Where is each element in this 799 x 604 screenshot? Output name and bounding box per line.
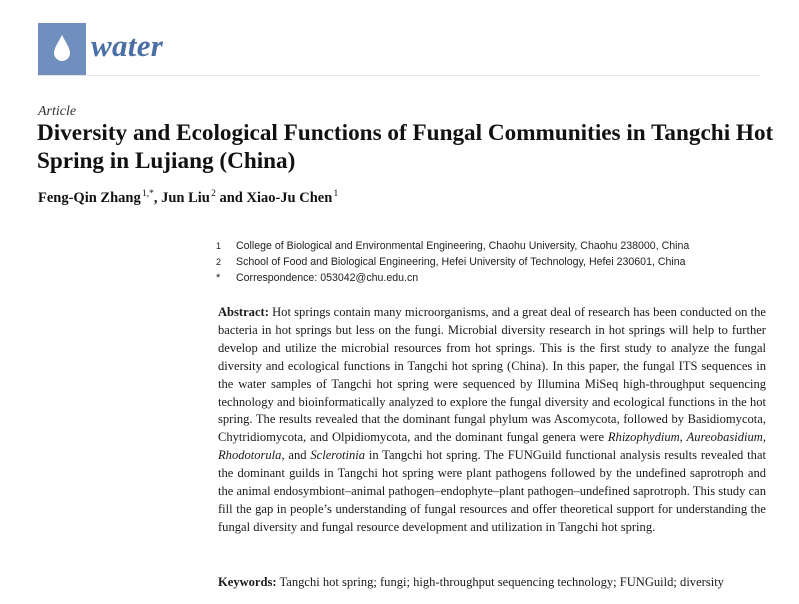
abstract-label: Abstract: <box>218 305 269 319</box>
genus-name: Rhizophydium <box>607 430 680 445</box>
author-name: Xiao-Ju Chen <box>246 190 333 206</box>
article-type-label: Article <box>38 104 77 119</box>
affiliation-item <box>216 238 776 254</box>
water-drop-icon <box>51 33 73 63</box>
keywords-label: Keywords: <box>218 575 277 589</box>
correspondence-mark: * <box>216 272 221 284</box>
author-affil-sup: 1,* <box>141 189 154 199</box>
abstract-separator: , <box>679 430 687 445</box>
keywords-text: Tangchi hot spring; fungi; high-throughput sequencing technology; FUNGuild; diversity <box>279 575 724 589</box>
author-affil-sup: 2 <box>211 189 216 199</box>
author-name: Jun Liu <box>161 190 210 206</box>
affiliation-mark: 1 <box>216 241 222 251</box>
abstract-separator: , <box>762 430 766 445</box>
keywords <box>218 575 778 590</box>
journal-logo-block <box>38 23 86 75</box>
abstract <box>218 304 766 537</box>
genus-name: Aureobasidium <box>686 430 763 445</box>
journal-name: water <box>91 28 164 63</box>
abstract-text: in Tangchi hot spring. The FUNGuild functional analysis results revealed that the dominant guilds in Tangchi hot spring were plant pathogens followed by the undefined saprotroph and the animal endosymbiont–animal pathogen–endophyte–plant pathogen–undefined saprotroph. This study can fill the gap in people’s understanding of fungal resources and offer theoretical support for understanding the fungal diversity and fungal resource development and utilization in Tangchi hot spring. <box>218 448 766 534</box>
header-divider <box>38 75 760 76</box>
article-title: Diversity and Ecological Functions of Fungal Communities in Tangchi Hot Spring in Lujiang (China) <box>37 120 774 174</box>
author-name: Feng-Qin Zhang <box>38 190 141 206</box>
genus-name: Rhodotorula <box>218 448 282 463</box>
author-separator: and <box>215 190 247 206</box>
affiliation-list <box>216 238 776 286</box>
abstract-text: Hot springs contain many microorganisms, and a great deal of research has been conducted on the bacteria in hot springs but less on the fungi. Microbial diversity research in hot springs will help to further develop and utilize the microbial resources from hot springs. This is the first study to analyze the fungal diversity and ecological functions in Tangchi hot spring (China). In this paper, the fungal ITS sequences in the water samples of Tangchi hot spring were sequenced by Illumina MiSeq high-throughput sequencing technology and bioinformatically analyzed to explore the fungal diversity and ecological functions in the hot spring. The results revealed that the dominant fungal phylum was Ascomycota, followed by Basidiomycota, Chytridiomycota, and Olpidiomycota, and the dominant fungal genera were <box>218 305 766 445</box>
author-separator: , <box>153 190 162 206</box>
abstract-separator: , and <box>281 448 311 463</box>
author-list <box>38 190 758 207</box>
genus-name: Sclerotinia <box>310 448 365 463</box>
affiliation-text: College of Biological and Environmental Engineering, Chaohu University, Chaohu 238000, China <box>236 240 690 252</box>
affiliation-text: School of Food and Biological Engineering, Hefei University of Technology, Hefei 230601, China <box>236 256 686 268</box>
correspondence-item <box>216 270 776 286</box>
author-affil-sup: 1 <box>333 189 339 199</box>
correspondence-text[interactable]: Correspondence: 053042@chu.edu.cn <box>236 272 419 284</box>
affiliation-item <box>216 254 776 270</box>
affiliation-mark: 2 <box>216 257 222 267</box>
